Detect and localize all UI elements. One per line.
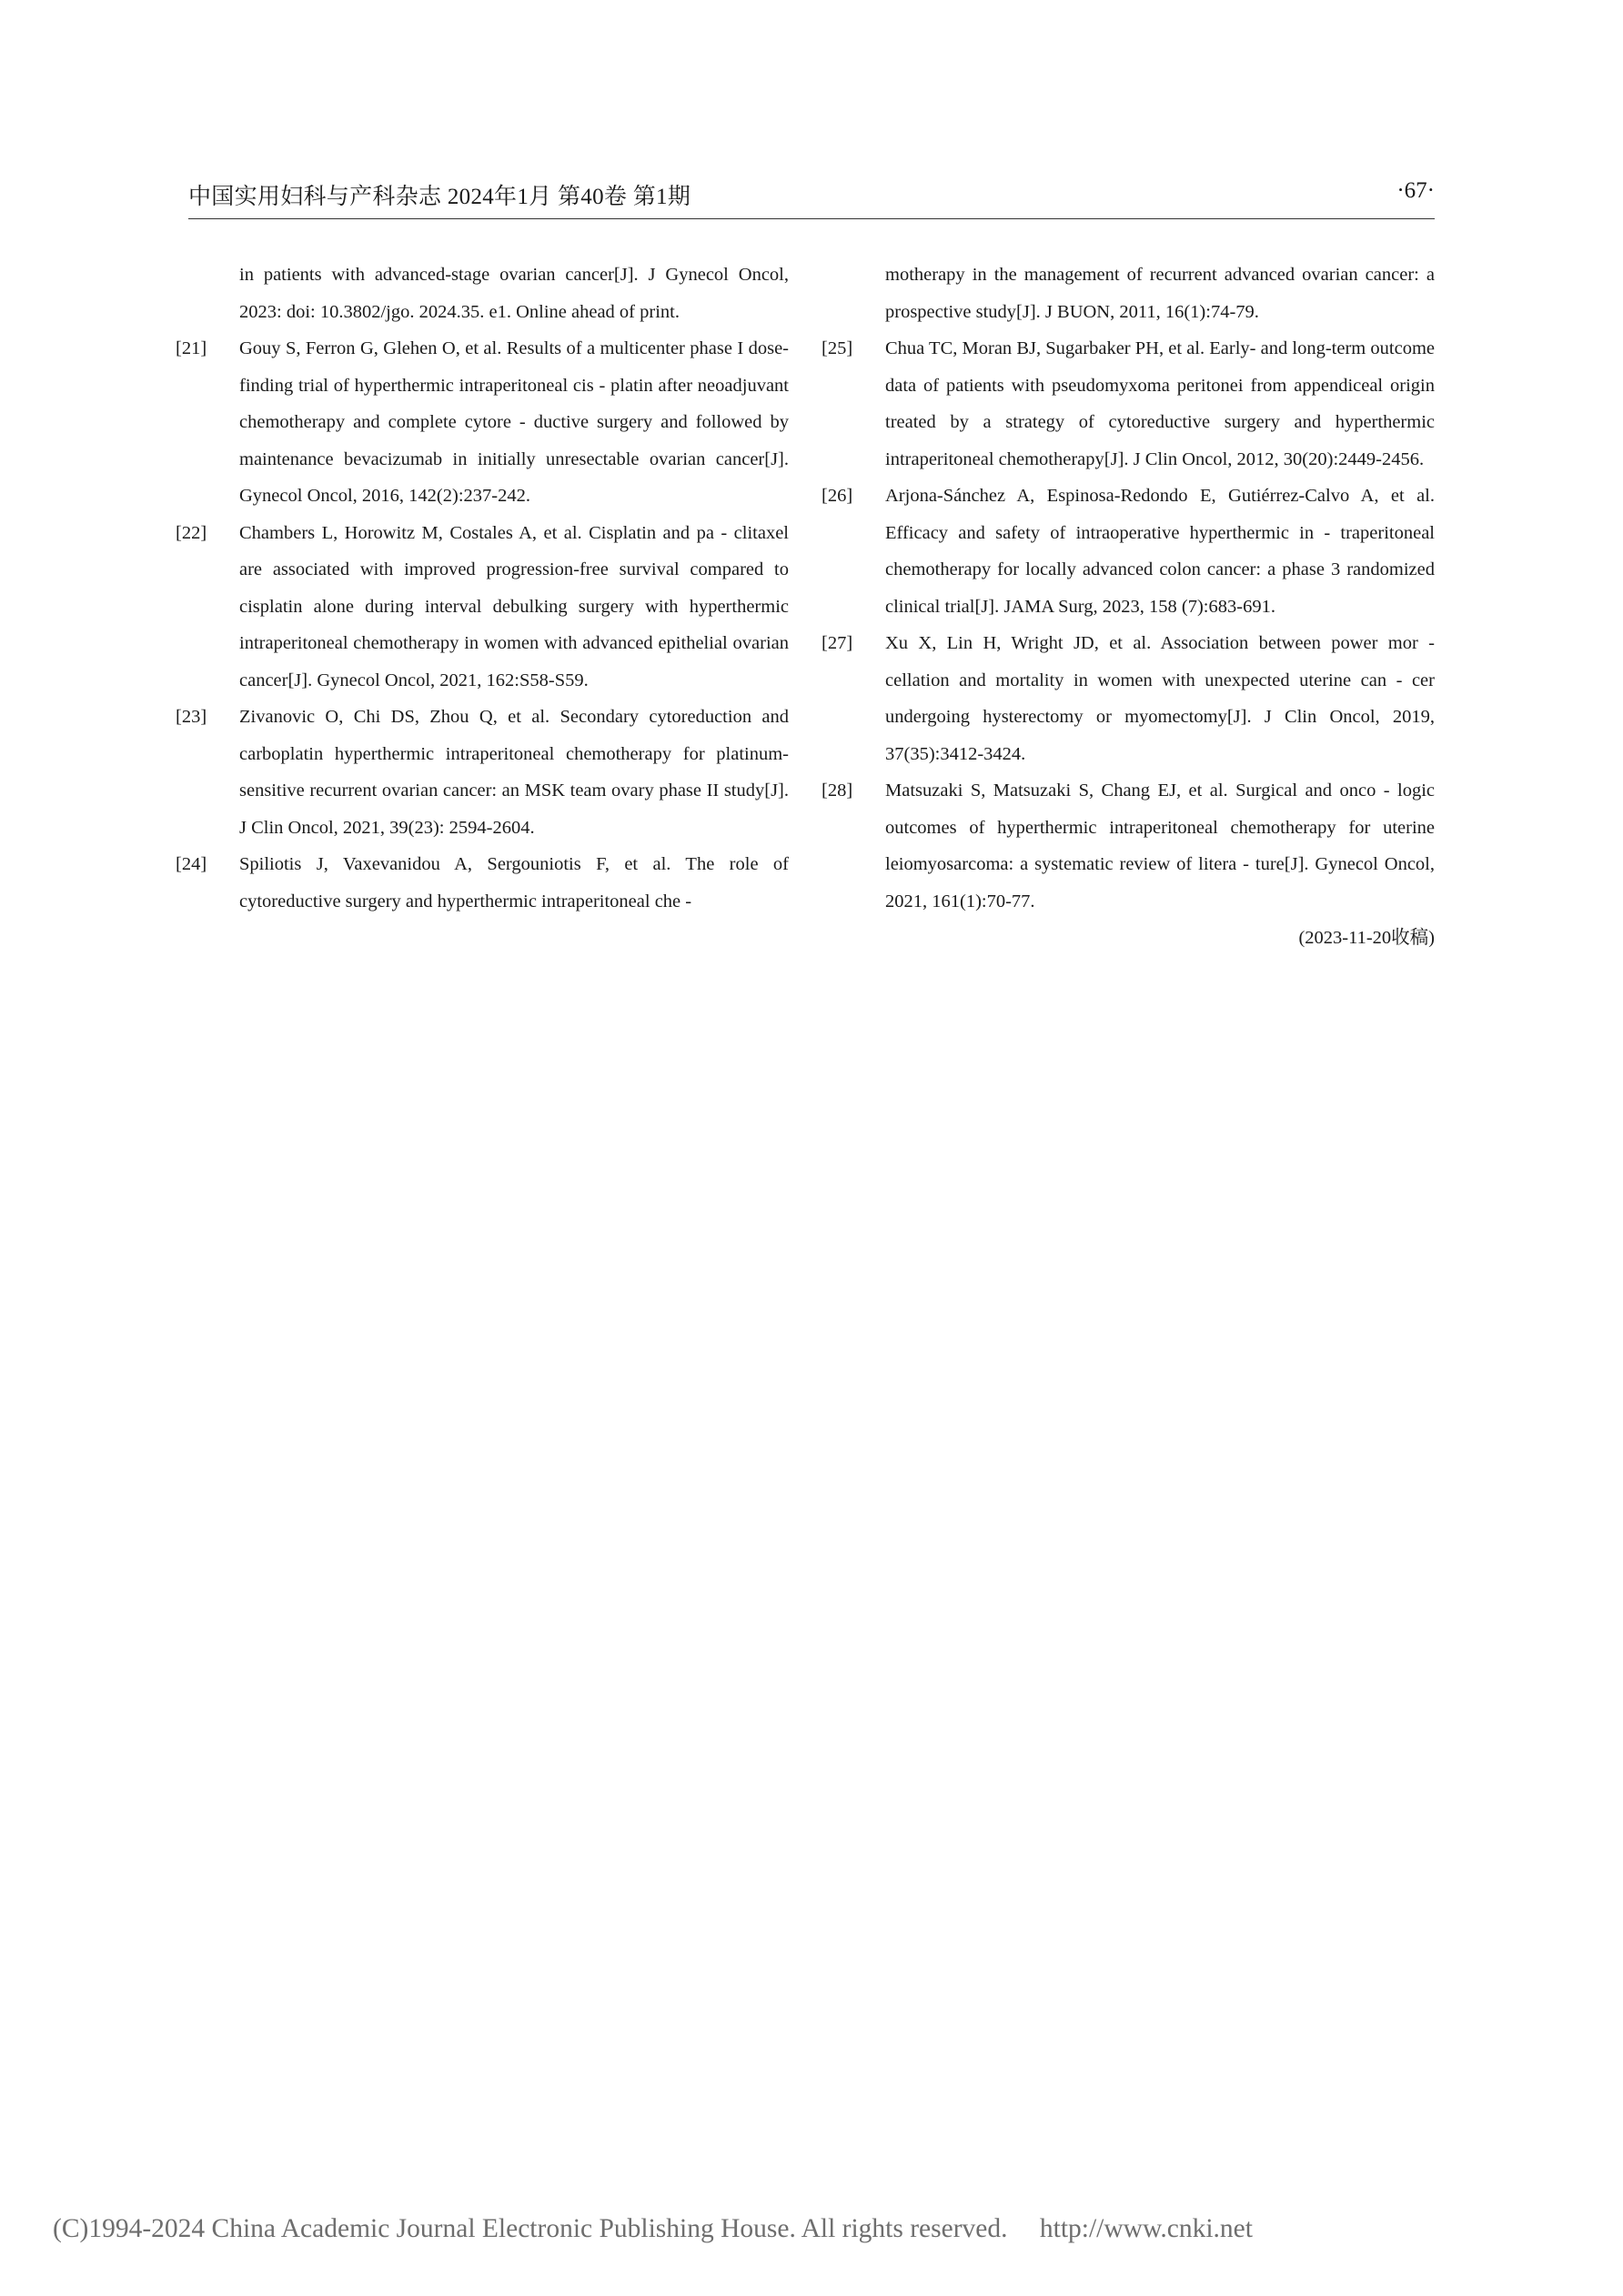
- reference-continuation: [834, 257, 1435, 330]
- reference-text: Gouy S, Ferron G, Glehen O, et al. Results of a multicenter phase I dose-finding trial of hyperthermic intraperitoneal cis - platin after neoadjuvant chemotherapy and complete cytore - ductive surgery and followed by maintenance bevacizumab in initially unresectable ovarian cancer[J]. Gynecol Oncol, 2016, 142(2):237-242.: [239, 338, 789, 506]
- reference-number: [24]: [176, 854, 207, 874]
- received-date: (2023-11-20收稿): [1298, 928, 1435, 948]
- reference-text: Spiliotis J, Vaxevanidou A, Sergouniotis F, et al. The role of cytoreductive surgery and hyperthermic intraperitoneal che -: [239, 854, 789, 911]
- reference-23: [176, 699, 789, 846]
- reference-number: [28]: [822, 780, 853, 801]
- reference-text: Arjona-Sánchez A, Espinosa-Redondo E, Gutiérrez-Calvo A, et al. Efficacy and safety of intraoperative hyperthermic in - traperitoneal chemotherapy for locally advanced colon cancer: a phase 3 randomized clinical trial[J]. JAMA Surg, 2023, 158 (7):683-691.: [885, 486, 1435, 617]
- reference-continuation: [188, 257, 789, 330]
- reference-text: in patients with advanced-stage ovarian cancer[J]. J Gynecol Oncol, 2023: doi: 10.3802/jgo. 2024.35. e1. Online ahead of print.: [239, 265, 789, 322]
- reference-number: [25]: [822, 338, 853, 358]
- journal-title: 中国实用妇科与产科杂志 2024年1月 第40卷 第1期: [188, 185, 691, 209]
- reference-text: Zivanovic O, Chi DS, Zhou Q, et al. Secondary cytoreduction and carboplatin hyperthermic intraperitoneal chemotherapy for platinum-sensitive recurrent ovarian cancer: an MSK team ovary phase II study[J]. J Clin Oncol, 2021, 39(23): 2594-2604.: [239, 707, 789, 838]
- reference-27: [822, 625, 1435, 772]
- copyright-text: (C)1994-2024 China Academic Journal Electronic Publishing House. All rights reserved.: [53, 2214, 1008, 2243]
- header-divider: [188, 218, 1435, 219]
- reference-number: [21]: [176, 338, 207, 358]
- reference-text: motherapy in the management of recurrent advanced ovarian cancer: a prospective study[J]. J BUON, 2011, 16(1):74-79.: [885, 265, 1435, 322]
- reference-25: [822, 330, 1435, 478]
- reference-text: Matsuzaki S, Matsuzaki S, Chang EJ, et al. Surgical and onco - logic outcomes of hyperthermic intraperitoneal chemotherapy for uterine leiomyosarcoma: a systematic review of litera - ture[J]. Gynecol Oncol, 2021, 161(1):70-77.: [885, 780, 1435, 911]
- right-column: [822, 257, 1435, 957]
- page-header: [188, 178, 1435, 215]
- left-column: [176, 257, 789, 920]
- reference-28: [822, 772, 1435, 920]
- cnki-link[interactable]: http://www.cnki.net: [1039, 2214, 1253, 2243]
- copyright-footer: [53, 2214, 1570, 2244]
- reference-26: [822, 478, 1435, 625]
- reference-number: [26]: [822, 486, 853, 506]
- page-number: ·67·: [1396, 178, 1435, 203]
- reference-text: Chua TC, Moran BJ, Sugarbaker PH, et al. Early- and long-term outcome data of patients with pseudomyxoma peritonei from appendiceal origin treated by a strategy of cytoreductive surgery and hyperthermic intraperitoneal chemotherapy[J]. J Clin Oncol, 2012, 30(20):2449-2456.: [885, 338, 1435, 469]
- reference-number: [23]: [176, 707, 207, 727]
- reference-number: [22]: [176, 522, 207, 543]
- reference-22: [176, 515, 789, 700]
- reference-24: [176, 846, 789, 920]
- reference-21: [176, 330, 789, 515]
- reference-text: Chambers L, Horowitz M, Costales A, et al. Cisplatin and pa - clitaxel are associated with improved progression-free survival compared to cisplatin alone during interval debulking surgery with hyperthermic intraperitoneal chemotherapy in women with advanced epithelial ovarian cancer[J]. Gynecol Oncol, 2021, 162:S58-S59.: [239, 522, 789, 690]
- reference-number: [27]: [822, 633, 853, 653]
- reference-text: Xu X, Lin H, Wright JD, et al. Association between power mor - cellation and mortality in women with unexpected uterine can - cer undergoing hysterectomy or myomectomy[J]. J Clin Oncol, 2019, 37(35):3412-3424.: [885, 633, 1435, 764]
